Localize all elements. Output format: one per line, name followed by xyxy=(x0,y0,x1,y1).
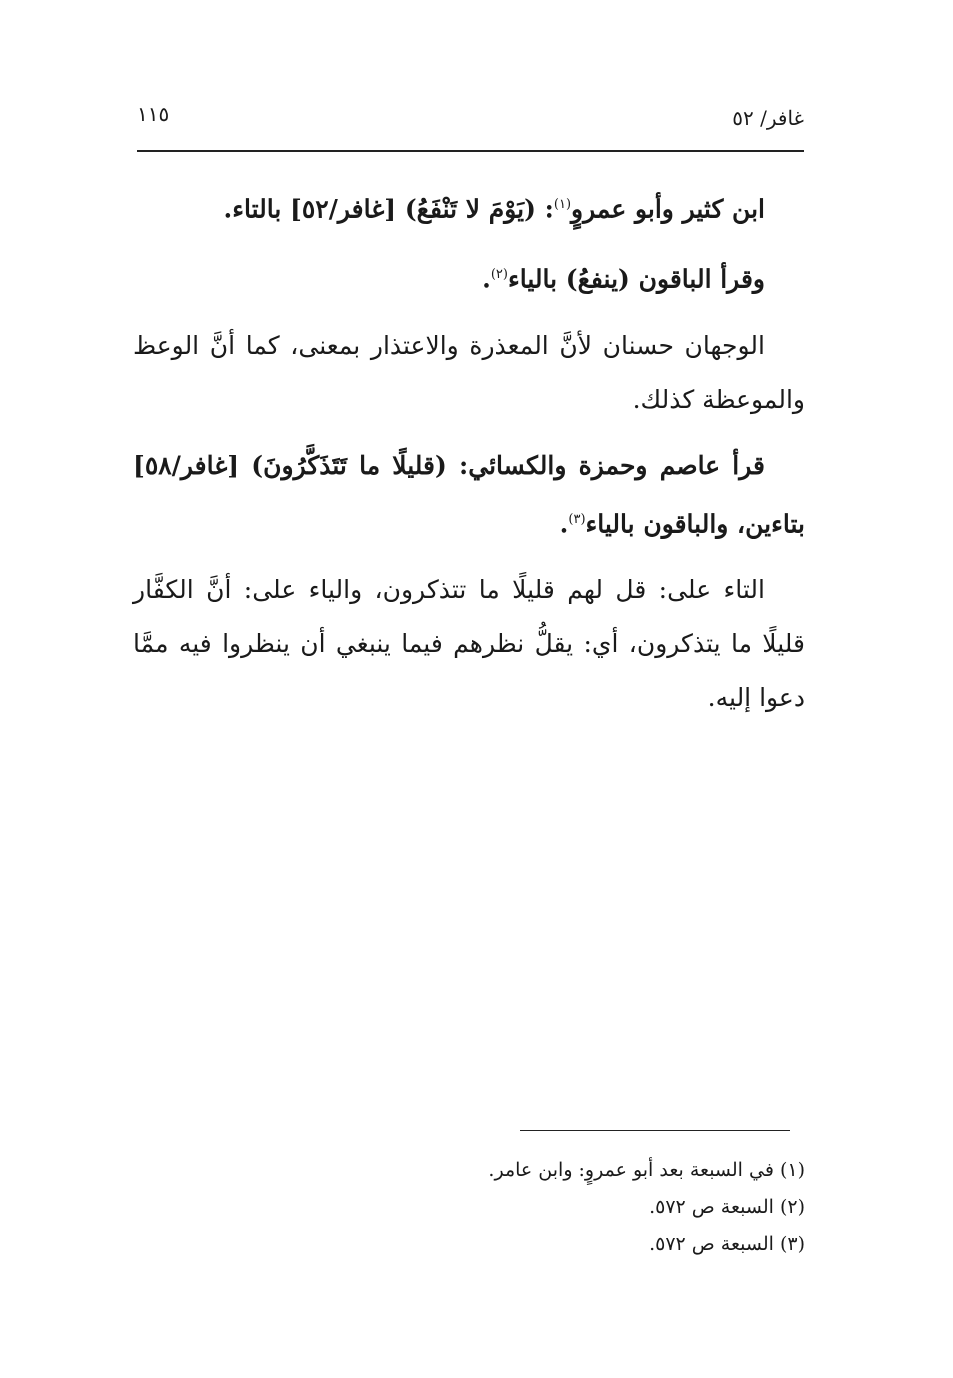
paragraph-text: الوجهان حسنان لأنَّ المعذرة والاعتذار بمعنى، كما أنَّ الوعظ والموعظة كذلك. xyxy=(133,330,805,414)
footnote-rule xyxy=(520,1130,790,1131)
footnote-marker: (١) xyxy=(553,197,572,212)
paragraph-reading-3 xyxy=(133,439,805,551)
footnote-3: (٣) السبعة ص ٥٧٢. xyxy=(649,1233,805,1255)
header-rule xyxy=(137,150,804,152)
paragraph-text: : (يَوْمَ لا تَنْفَعُ) [غافر/٥٢] بالتاء. xyxy=(223,194,554,224)
paragraph-reading-2 xyxy=(133,248,805,306)
main-text xyxy=(133,178,805,737)
paragraph-text: وقرأ الباقون (ينفعُ) بالياء xyxy=(507,264,765,294)
running-title: غافر/ ٥٢ xyxy=(732,106,804,130)
footnote-marker: (٣) xyxy=(568,511,586,527)
paragraph-text: . xyxy=(559,508,569,538)
paragraph-text: . xyxy=(482,264,491,294)
paragraph-explanation-2 xyxy=(133,563,805,725)
paragraph-explanation-1 xyxy=(133,319,805,427)
paragraph-text: التاء على: قل لهم قليلًا ما تتذكرون، والياء على: أنَّ الكفَّار قليلًا ما يتذكرون، أي: يقلُّ نظرهم فيما ينبغي أن ينظروا فيه ممَّا دعوا إليه. xyxy=(133,574,805,712)
footnotes xyxy=(380,1152,805,1263)
page-header xyxy=(137,100,804,140)
footnote-2: (٢) السبعة ص ٥٧٢. xyxy=(649,1196,805,1218)
paragraph-text: قرأ عاصم وحمزة والكسائي: (قليلًا ما تَتَذَكَّرُونَ) [غافر/٥٨] بتاءين، والباقون بالياء xyxy=(133,450,805,538)
page-number: ١١٥ xyxy=(137,102,170,126)
footnote-marker: (٢) xyxy=(490,267,508,283)
paragraph-reading-1 xyxy=(133,178,805,236)
footnote-1: (١) في السبعة بعد أبو عمروٍ: وابن عامر. xyxy=(488,1159,805,1181)
paragraph-text: ابن كثير وأبو عمروٍ xyxy=(571,194,765,224)
